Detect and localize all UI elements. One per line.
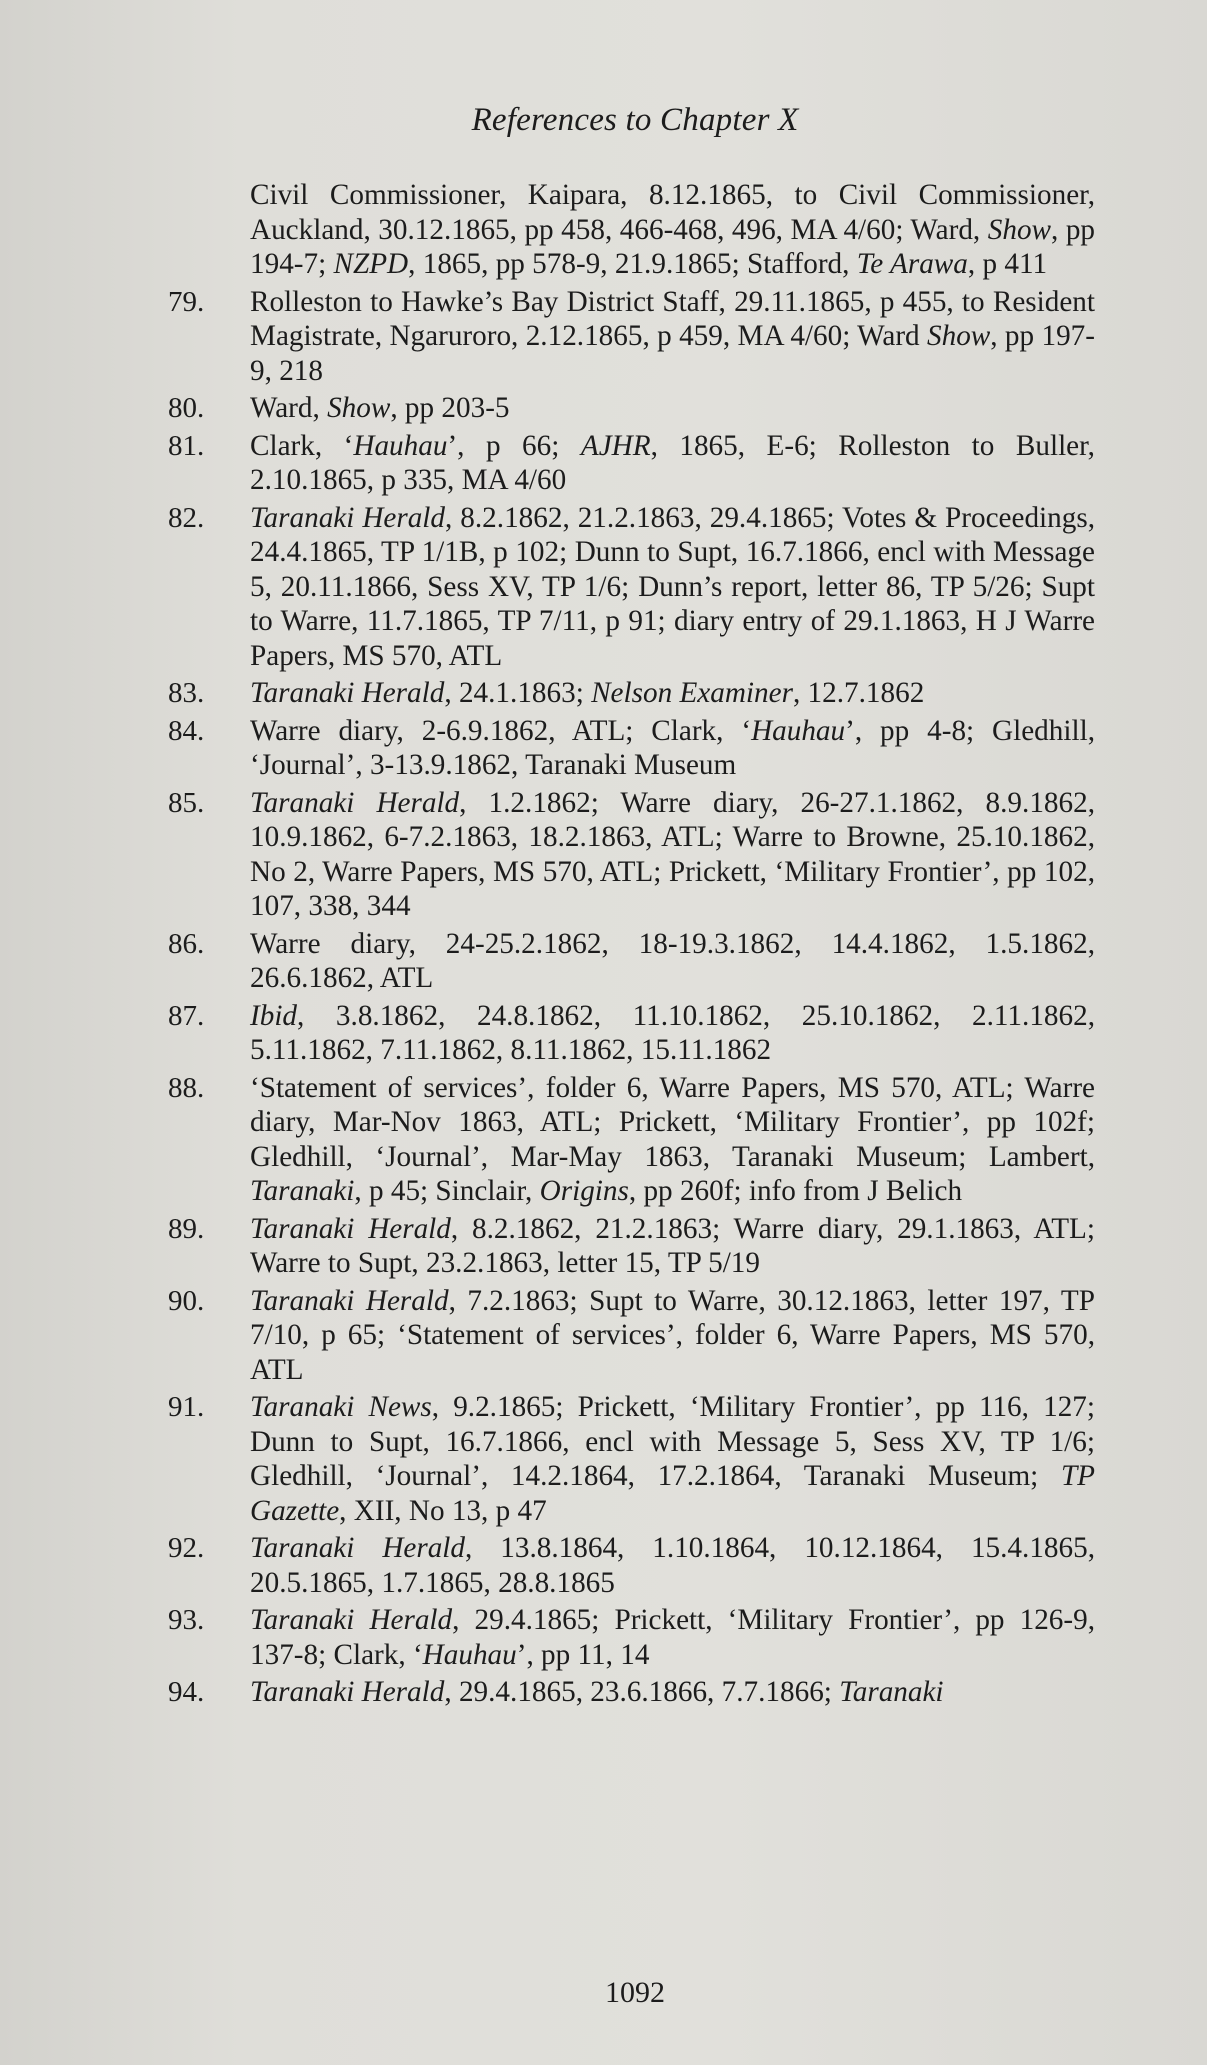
note-text [250, 501, 1095, 674]
note-text-run: Warre diary, 24-25.2.1862, 18-19.3.1862, 14.4.1862, 1.5.1862, 26.6.1862, ATL [250, 927, 1095, 994]
italic-title: Taranaki Herald [250, 1604, 453, 1636]
reference-note [170, 391, 1095, 426]
running-header: References to Chapter X [471, 102, 799, 138]
reference-note [170, 1212, 1095, 1281]
reference-note [170, 999, 1095, 1068]
note-text [250, 927, 1095, 996]
note-text [250, 1284, 1095, 1388]
reference-note [170, 676, 1095, 711]
italic-title: Taranaki [839, 1676, 944, 1708]
italic-title: Show [987, 213, 1051, 246]
note-text-run: , 1865, E-6; Rolleston to Buller, 2.10.1865, p 335, MA 4/60 [250, 429, 1095, 496]
note-number: 83. [168, 677, 205, 709]
reference-note [170, 285, 1095, 389]
italic-title: AJHR [580, 429, 651, 462]
note-text-run: , p 45; Sinclair, [354, 1175, 540, 1207]
italic-title: Nelson Examiner [591, 677, 793, 709]
reference-note [170, 714, 1095, 783]
note-text-run: , 13.8.1864, 1.10.1864, 10.12.1864, 15.4.1865, 20.5.1865, 1.7.1865, 28.8.1865 [250, 1532, 1095, 1599]
note-number: 93. [168, 1604, 205, 1636]
reference-note [170, 1284, 1095, 1388]
note-number: 86. [168, 927, 205, 960]
note-text-run: , 8.2.1862, 21.2.1863; Warre diary, 29.1.1863, ATL; Warre to Supt, 23.2.1863, letter 15, TP 5/19 [250, 1212, 1095, 1279]
page-number: 1092 [605, 1976, 665, 2009]
reference-note [170, 1603, 1095, 1672]
note-text-run: ‘Statement of services’, folder 6, Warre Papers, MS 570, ATL; Warre diary, Mar-Nov 1863, ATL; Prickett, ‘Military Frontier’, pp 102f; Gledhill, ‘Journal’, Mar-May 1863, Taranaki Museum; Lambert, [250, 1071, 1095, 1173]
note-number: 94. [168, 1676, 205, 1708]
italic-title: Taranaki Herald [250, 1676, 445, 1708]
italic-title: Ibid [250, 999, 298, 1032]
reference-note [170, 1071, 1095, 1209]
note-text-run: Rolleston to Hawke’s Bay District Staff, 29.11.1865, p 455, to Resident Magistrate, Ngaruroro, 2.12.1865, p 459, MA 4/60; Ward [250, 285, 1095, 352]
note-text-run: Clark, ‘ [250, 429, 354, 462]
note-text [250, 1390, 1095, 1528]
note-number: 84. [168, 714, 205, 747]
note-number: 82. [168, 501, 205, 534]
note-text-run: , p 411 [967, 248, 1048, 280]
note-text [250, 1531, 1095, 1600]
italic-title: Taranaki Herald [250, 1284, 449, 1317]
reference-note [170, 927, 1095, 996]
reference-note [170, 1531, 1095, 1600]
note-text-run: , pp 203-5 [390, 392, 510, 424]
note-text-run: , 9.2.1865; Prickett, ‘Military Frontier’, pp 116, 127; Dunn to Supt, 16.7.1866, encl with Message 5, Sess XV, TP 1/6; Gledhill, ‘Journal’, 14.2.1864, 17.2.1864, Taranaki Museum; [250, 1391, 1095, 1492]
reference-note [170, 1390, 1095, 1528]
note-text-run: , XII, No 13, p 47 [339, 1494, 547, 1527]
note-number: 79. [168, 285, 205, 318]
note-text-run: , 7.2.1863; Supt to Warre, 30.12.1863, letter 197, TP 7/10, p 65; ‘Statement of services’, folder 6, Warre Papers, MS 570, ATL [250, 1284, 1095, 1386]
note-text-run: ’, p 66; [447, 429, 581, 462]
note-text [250, 429, 1095, 498]
note-text [250, 1071, 1095, 1209]
italic-title: TP Gazette [250, 1460, 1095, 1527]
note-text [250, 714, 1095, 783]
italic-title: Origins [539, 1175, 629, 1207]
italic-title: NZPD [333, 248, 409, 280]
note-text-run: , 12.7.1862 [792, 677, 925, 709]
note-text-run: , 3.8.1862, 24.8.1862, 11.10.1862, 25.10.1862, 2.11.1862, 5.11.1862, 7.11.1862, 8.11.1862, 15.11.1862 [250, 999, 1095, 1066]
note-text [250, 1603, 1095, 1672]
italic-title: Taranaki Herald [250, 1532, 466, 1564]
note-number: 87. [168, 999, 205, 1032]
note-text-run: Ward, [250, 392, 328, 424]
italic-title: Te Arawa [856, 248, 968, 280]
note-text [250, 999, 1095, 1068]
italic-title: Hauhau [751, 714, 846, 747]
italic-title: Taranaki Herald [250, 501, 446, 534]
note-number: 92. [168, 1532, 205, 1564]
note-text-run: , pp 260f; info from J Belich [628, 1175, 963, 1207]
reference-note [170, 429, 1095, 498]
italic-title: Show [327, 392, 391, 424]
note-text [250, 285, 1095, 389]
reference-notes-list [170, 178, 1095, 1713]
note-text-run: , 29.4.1865; Prickett, ‘Military Frontier’, pp 126-9, 137-8; Clark, ‘ [250, 1604, 1096, 1671]
note-text-run: , 24.1.1863; [444, 677, 592, 709]
italic-title: Hauhau [422, 1638, 517, 1671]
note-text-run: Civil Commissioner, Kaipara, 8.12.1865, to Civil Commissioner, Auckland, 30.12.1865, pp 458, 466-468, 496, MA 4/60; Ward, [250, 179, 1095, 246]
note-number: 80. [168, 392, 205, 424]
note-text [250, 1675, 1095, 1710]
note-text-run: , 1.2.1862; Warre diary, 26-27.1.1862, 8.9.1862, 10.9.1862, 6-7.2.1863, 18.2.1863, ATL; Warre to Browne, 25.10.1862, No 2, Warre Papers, MS 570, ATL; Prickett, ‘Military Frontier’, pp 102, 107, 338, 344 [250, 786, 1095, 922]
note-text [250, 676, 1095, 711]
reference-note [170, 501, 1095, 674]
note-text [250, 1212, 1095, 1281]
note-text [250, 786, 1095, 924]
reference-note [170, 786, 1095, 924]
note-text [250, 178, 1095, 282]
note-text-run: ’, pp 4-8; Gledhill, ‘Journal’, 3-13.9.1862, Taranaki Museum [250, 714, 1095, 781]
note-text-run: , pp 197-9, 218 [250, 320, 1095, 387]
italic-title: Taranaki Herald [250, 1212, 451, 1245]
note-text-run: Warre diary, 2-6.9.1862, ATL; Clark, ‘ [250, 714, 752, 747]
italic-title: Taranaki Herald [250, 786, 460, 819]
note-text [250, 391, 1095, 426]
note-text-run: , 1865, pp 578-9, 21.9.1865; Stafford, [408, 248, 857, 280]
note-number: 90. [168, 1284, 205, 1317]
note-number: 81. [168, 429, 205, 462]
reference-note [170, 1675, 1095, 1710]
note-number: 88. [168, 1071, 205, 1104]
italic-title: Hauhau [353, 429, 448, 462]
italic-title: Taranaki News [250, 1391, 432, 1423]
italic-title: Show [927, 320, 991, 352]
note-text-run: , pp 194-7; [250, 213, 1096, 280]
note-text-run: ’, pp 11, 14 [516, 1638, 650, 1671]
italic-title: Taranaki [250, 1175, 355, 1207]
note-text-run: , 8.2.1862, 21.2.1863, 29.4.1865; Votes & Proceedings, 24.4.1865, TP 1/1B, p 102; Dunn to Supt, 16.7.1866, encl with Message 5, 20.11.1866, Sess XV, TP 1/6; Dunn’s report, letter 86, TP 5/26; Supt to Warre, 11.7.1865, TP 7/11, p 91; diary entry of 29.1.1863, H J Warre Papers, MS 570, ATL [250, 501, 1095, 672]
note-number: 89. [168, 1212, 205, 1245]
reference-note [170, 178, 1095, 282]
note-text-run: , 29.4.1865, 23.6.1866, 7.7.1866; [444, 1676, 840, 1708]
note-number: 91. [168, 1391, 205, 1423]
note-number: 85. [168, 786, 205, 819]
italic-title: Taranaki Herald [250, 677, 445, 709]
